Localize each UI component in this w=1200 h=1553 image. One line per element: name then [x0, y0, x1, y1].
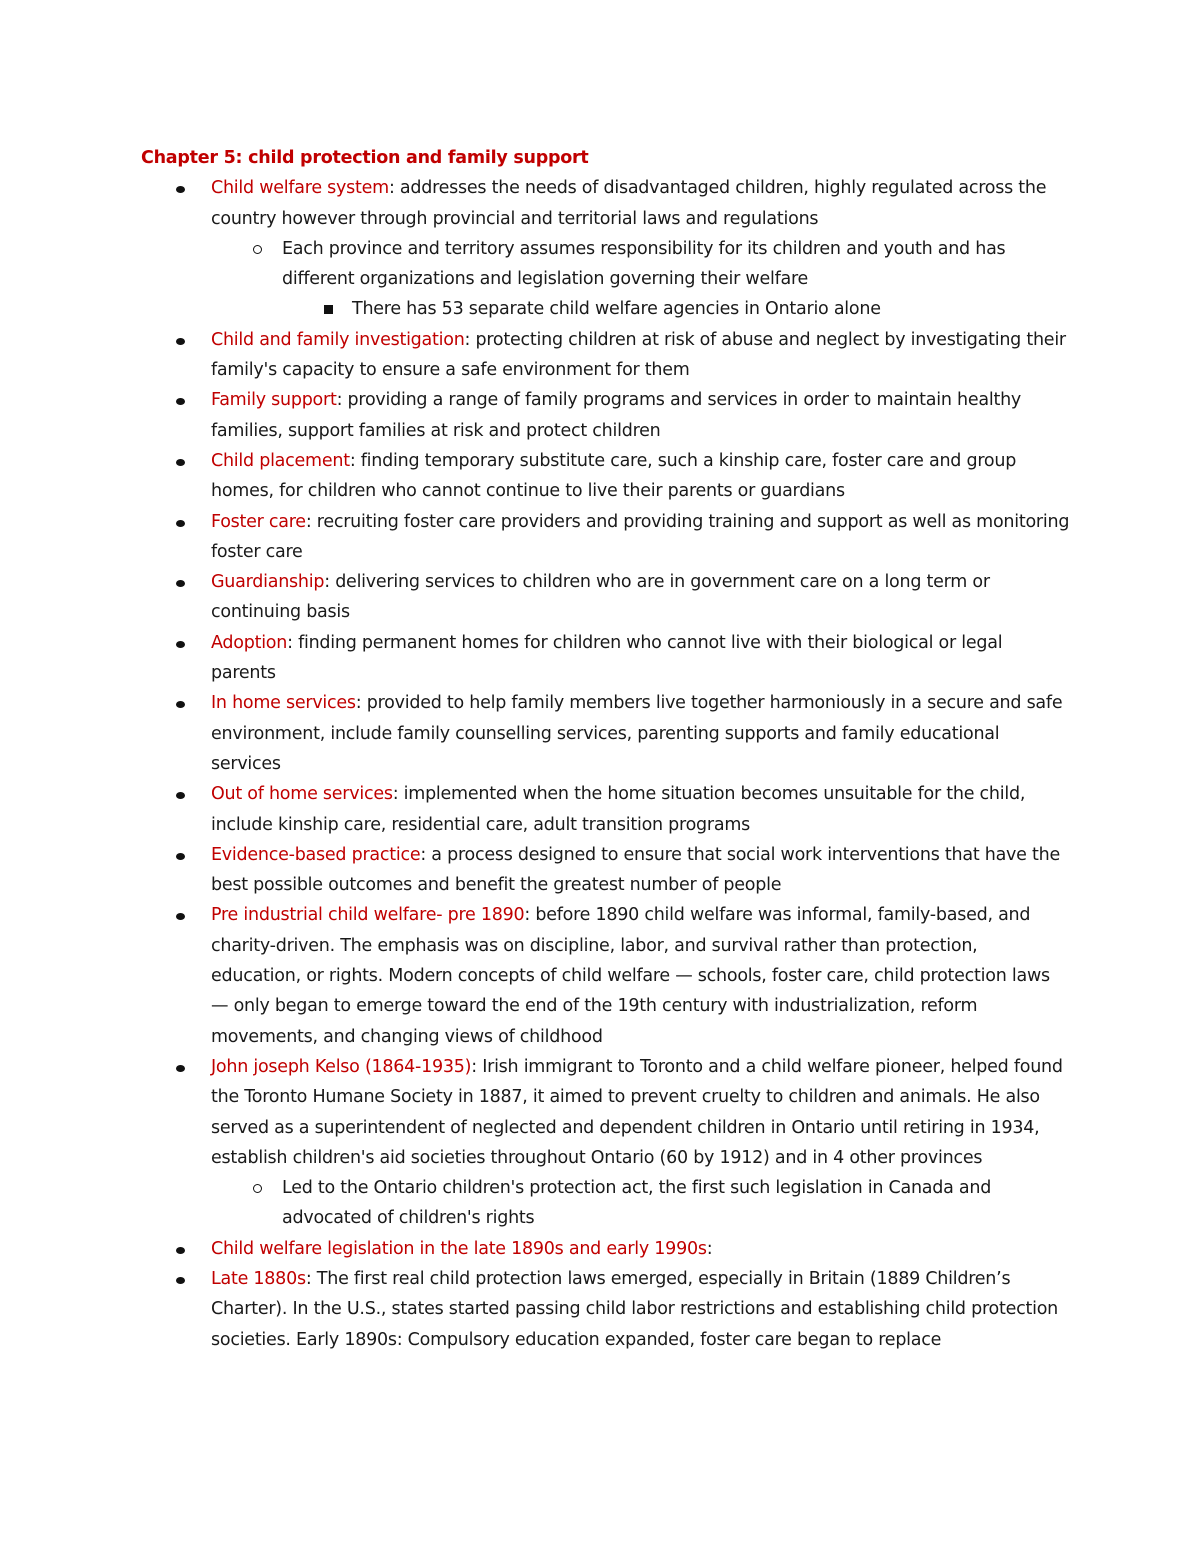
definition: : protecting children at risk of abuse and neglect by investigating their family's capacity to ensure a safe environment for them — [211, 329, 1066, 381]
term: Adoption — [211, 632, 288, 653]
term: Late 1880s — [211, 1268, 306, 1289]
definition: Each province and territory assumes responsibility for its children and youth and has different organizations and legislation governing their welfare — [282, 238, 1006, 290]
bullet-icon — [176, 779, 185, 809]
list-item — [141, 446, 1071, 507]
list-item — [141, 234, 1071, 295]
definition: : providing a range of family programs and services in order to maintain healthy families, support families at risk and protect children — [211, 390, 1022, 441]
bullet-icon — [176, 1264, 185, 1294]
term: Out of home services — [211, 784, 393, 805]
list-item — [141, 1234, 1071, 1264]
list-item — [141, 1264, 1071, 1355]
hollow-bullet-icon — [253, 234, 262, 264]
bullet-icon — [176, 840, 185, 870]
term: Family support — [211, 390, 337, 411]
document-body — [141, 143, 1071, 1355]
list-item — [141, 507, 1071, 568]
term: John joseph Kelso (1864-1935) — [211, 1056, 472, 1077]
definition: There has 53 separate child welfare agencies in Ontario alone — [352, 299, 881, 320]
square-bullet-icon — [324, 294, 333, 324]
bullet-icon — [176, 688, 185, 718]
definition: : addresses the needs of disadvantaged children, highly regulated across the country however through provincial and territorial laws and regulations — [211, 178, 1047, 229]
bullet-icon — [176, 507, 185, 537]
definition: Led to the Ontario children's protection act, the first such legislation in Canada and advocated of children's rights — [282, 1178, 992, 1229]
hollow-bullet-icon — [253, 1173, 262, 1203]
definition: : provided to help family members live together harmoniously in a secure and safe environment, include family counselling services, parenting supports and family educational services — [211, 693, 1063, 774]
definition: : — [706, 1238, 713, 1259]
bullet-icon — [176, 446, 185, 476]
definition: : delivering services to children who are in government care on a long term or continuing basis — [211, 572, 990, 623]
list-item — [141, 1173, 1071, 1234]
list-item — [141, 385, 1071, 446]
definition: : The first real child protection laws emerged, especially in Britain (1889 Children’s Charter). In the U.S., states started passing child labor restrictions and establishing child protection societies. Early 1890s: Compulsory education expanded, foster care began to replace — [211, 1268, 1059, 1350]
term: Guardianship — [211, 572, 325, 593]
definition: : implemented when the home situation becomes unsuitable for the child, include kinship care, residential care, adult transition programs — [211, 784, 1026, 835]
bullet-icon — [176, 385, 185, 415]
list-item — [141, 567, 1071, 628]
list-item — [141, 840, 1071, 901]
term: Pre industrial child welfare- pre 1890 — [211, 905, 525, 926]
list-item — [141, 688, 1071, 779]
term: Child welfare system — [211, 178, 389, 199]
list-item — [141, 628, 1071, 689]
bullet-icon — [176, 900, 185, 930]
term: Child welfare legislation in the late 1890s and early 1990s — [211, 1238, 707, 1259]
list-item — [141, 900, 1071, 1051]
term: Child and family investigation — [211, 329, 465, 350]
chapter-title: Chapter 5: child protection and family support — [141, 148, 589, 168]
definition: : recruiting foster care providers and providing training and support as well as monitoring foster care — [211, 511, 1070, 562]
definition: : finding permanent homes for children who cannot live with their biological or legal parents — [211, 632, 1003, 684]
bullet-icon — [176, 173, 185, 203]
term: Evidence-based practice — [211, 844, 421, 865]
definition: : finding temporary substitute care, such a kinship care, foster care and group homes, for children who cannot continue to live their parents or guardians — [211, 450, 1017, 502]
list-item — [141, 294, 1071, 324]
notes-list — [141, 173, 1071, 1355]
definition: : Irish immigrant to Toronto and a child welfare pioneer, helped found the Toronto Humane Society in 1887, it aimed to prevent cruelty to children and animals. He also served as a superintendent of neglected and dependent children in Ontario until retiring in 1934, establish children's aid societies throughout Ontario (60 by 1912) and in 4 other provinces — [211, 1056, 1063, 1168]
term: Foster care — [211, 511, 306, 532]
list-item — [141, 173, 1071, 234]
term: In home services — [211, 693, 356, 714]
bullet-icon — [176, 628, 185, 658]
list-item — [141, 1052, 1071, 1173]
list-item — [141, 325, 1071, 386]
bullet-icon — [176, 325, 185, 355]
bullet-icon — [176, 1052, 185, 1082]
bullet-icon — [176, 567, 185, 597]
list-item — [141, 779, 1071, 840]
bullet-icon — [176, 1234, 185, 1264]
definition: : a process designed to ensure that social work interventions that have the best possible outcomes and benefit the greatest number of people — [211, 844, 1060, 896]
term: Child placement — [211, 450, 350, 471]
definition: : before 1890 child welfare was informal, family-based, and charity-driven. The emphasis was on discipline, labor, and survival rather than protection, education, or rights. Modern concepts of child welfare — schools, foster care, child protection laws — only began to emerge toward the end of the 19th century with industrialization, reform movements, and changing views of childhood — [211, 905, 1050, 1047]
